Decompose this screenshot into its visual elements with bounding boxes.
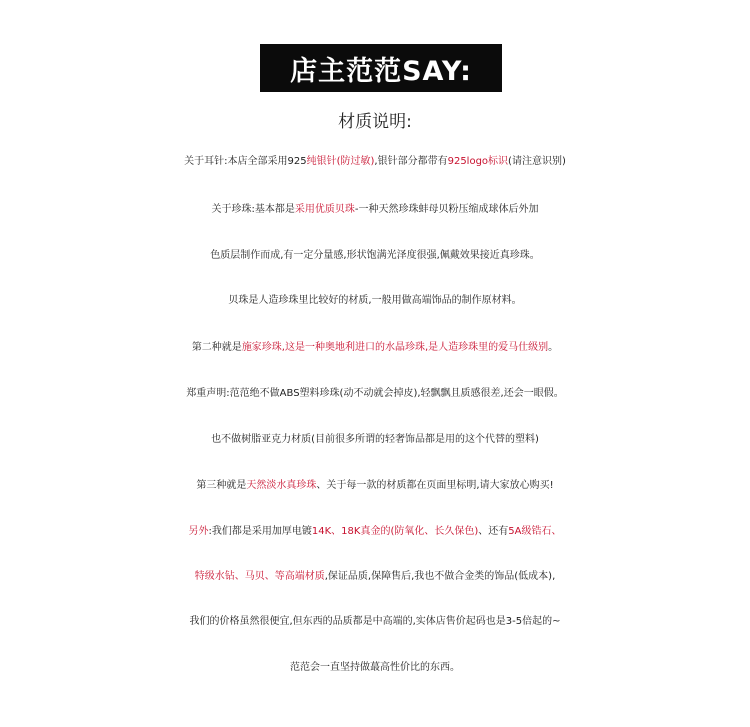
highlighted-text: 天然淡水真珍珠 <box>246 480 317 491</box>
description-line <box>0 246 750 261</box>
description-line <box>0 522 750 537</box>
description-line <box>0 430 750 445</box>
description-line <box>0 200 750 215</box>
highlighted-text: 5A级锆石、 <box>508 526 562 537</box>
body-text: 关于耳针:本店全部采用925 <box>184 156 307 167</box>
body-text: 范范会一直坚持做蕞高性价比的东西。 <box>290 662 460 673</box>
highlighted-text: 14K、18K真金的(防氧化、长久保色) <box>311 526 479 537</box>
body-text: 。 <box>548 342 559 353</box>
body-text: 第三种就是 <box>196 480 247 491</box>
page-title: 店主范范SAY: <box>260 44 502 92</box>
body-text: 、关于每一款的材质都在页面里标明,请大家放心购买! <box>316 480 554 491</box>
description-line <box>0 567 750 582</box>
description-line <box>0 658 750 673</box>
highlighted-text: 925logo标识 <box>447 156 509 167</box>
description-line <box>0 291 750 306</box>
body-text: 郑重声明:范范绝不做ABS塑料珍珠(动不动就会掉皮),轻飘飘且质感很差,还会一眼假。 <box>186 388 564 399</box>
body-text: 也不做树脂亚克力材质(目前很多所谓的轻奢饰品都是用的这个代替的塑料) <box>211 434 539 445</box>
highlighted-text: 特级水钻、马贝、等高端材质 <box>194 571 325 582</box>
body-text: 贝珠是人造珍珠里比较好的材质,一般用做高端饰品的制作原材料。 <box>228 295 522 306</box>
body-text: (请注意识别) <box>508 156 566 167</box>
section-subtitle: 材质说明: <box>338 112 412 132</box>
body-text: ,保证品质,保障售后,我也不做合金类的饰品(低成本), <box>324 571 556 582</box>
body-text: -一种天然珍珠蚌母贝粉压缩成球体后外加 <box>354 204 539 215</box>
highlighted-text: (防过敏) <box>336 156 375 167</box>
highlighted-text: 施家珍珠,这是一种奥地利进口的水晶珍珠,是人造珍珠里的爱马仕级别 <box>241 342 549 353</box>
body-text: 色质层制作而成,有一定分量感,形状饱满光泽度很强,佩戴效果接近真珍珠。 <box>210 250 540 261</box>
description-line <box>0 476 750 491</box>
description-line <box>0 338 750 353</box>
description-line <box>0 612 750 627</box>
body-text: 关于珍珠:基本都是 <box>211 204 295 215</box>
body-text: 我们的价格虽然很便宜,但东西的品质都是中高端的,实体店售价起码也是3-5倍起的~ <box>189 616 561 627</box>
body-text: 、还有 <box>478 526 509 537</box>
description-line <box>0 384 750 399</box>
body-text: :我们都是采用加厚电镀 <box>208 526 312 537</box>
highlighted-text: 另外 <box>188 526 209 537</box>
body-text: ,银针部分都带有 <box>374 156 448 167</box>
body-text: 第二种就是 <box>191 342 242 353</box>
highlighted-text: 采用优质贝珠 <box>294 204 355 215</box>
description-line <box>0 152 750 167</box>
highlighted-text: 纯银针 <box>306 156 337 167</box>
